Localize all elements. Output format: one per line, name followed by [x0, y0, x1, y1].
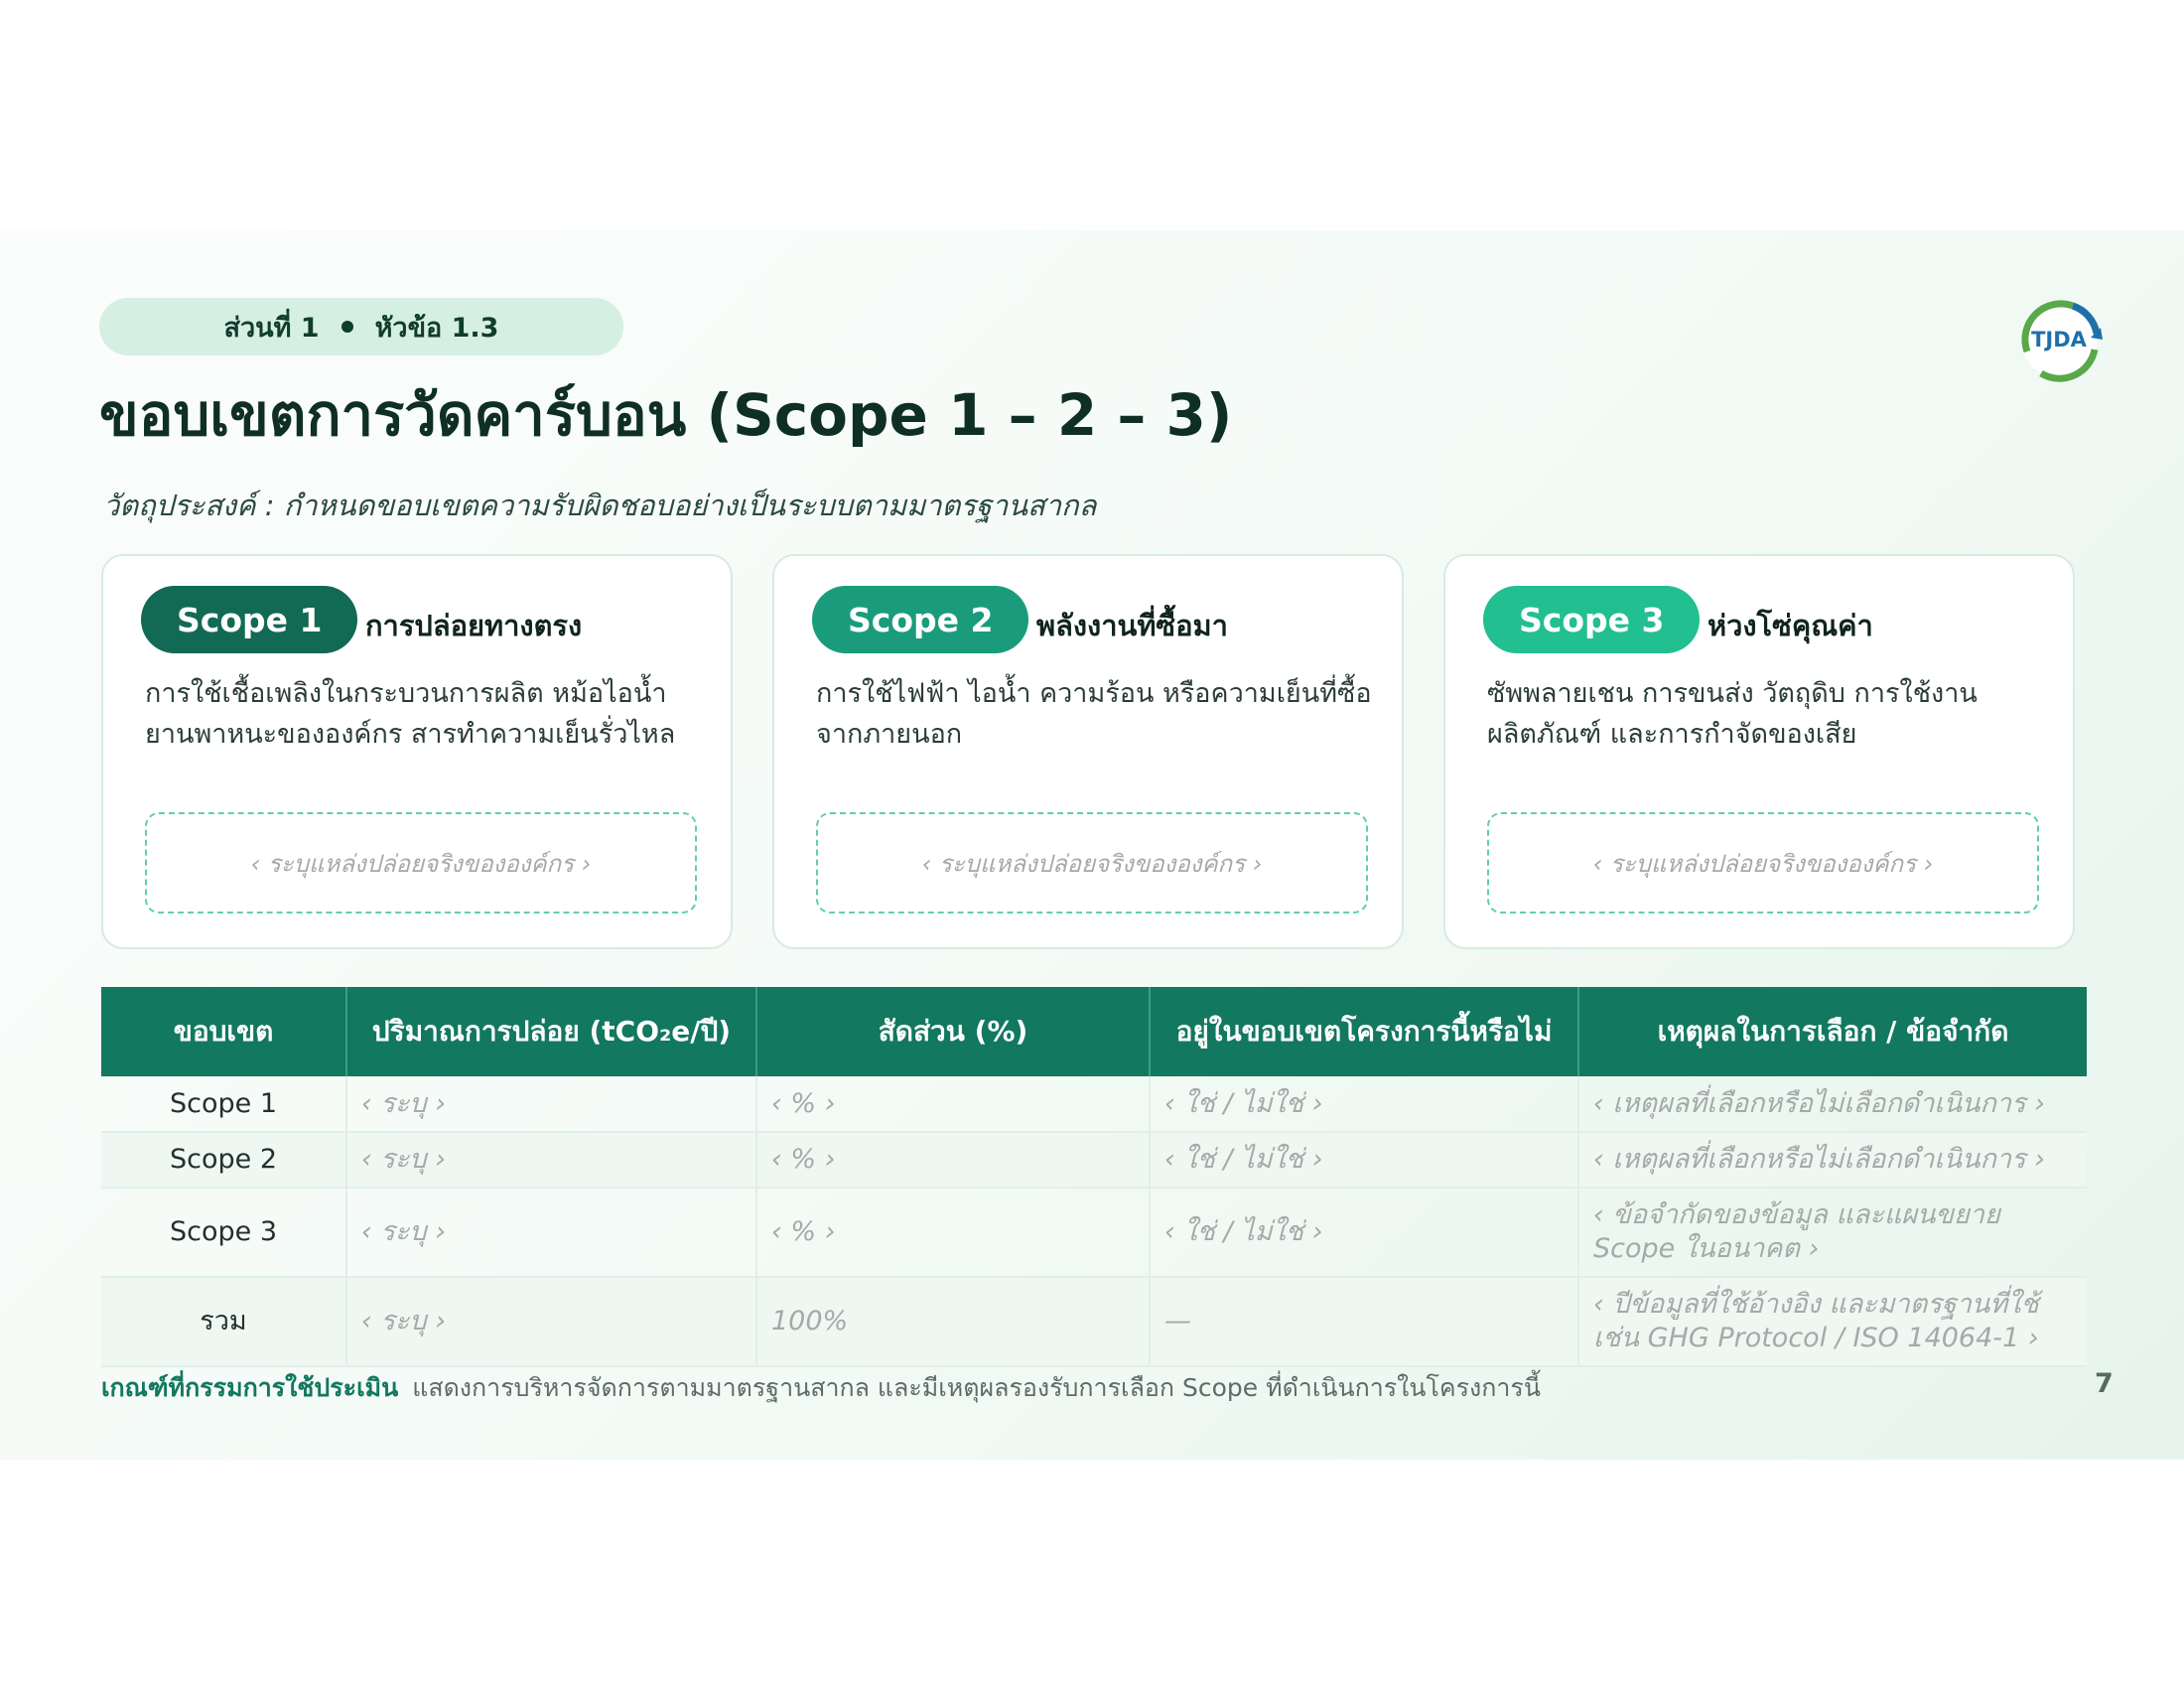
- share-cell[interactable]: ‹ % ›: [756, 1188, 1150, 1277]
- column-header-reason: เหตุผลในการเลือก / ข้อจำกัด: [1578, 987, 2087, 1076]
- table-row: [101, 1076, 2087, 1132]
- emissions-cell[interactable]: ‹ ระบุ ›: [346, 1076, 756, 1132]
- scope-table: [101, 987, 2087, 1367]
- scope-description: การใช้เชื้อเพลิงในกระบวนการผลิต หม้อไอน้ำ ยานพาหนะขององค์กร สารทำความเย็นรั่วไหล: [145, 678, 676, 750]
- emission-source-input[interactable]: ‹ ระบุแหล่งปล่อยจริงขององค์กร ›: [145, 812, 697, 914]
- emission-source-input[interactable]: ‹ ระบุแหล่งปล่อยจริงขององค์กร ›: [816, 812, 1368, 914]
- breadcrumb-topic: หัวข้อ 1.3: [374, 312, 499, 344]
- scope-badge: Scope 1: [141, 586, 357, 653]
- scope-description: ซัพพลายเชน การขนส่ง วัตถุดิบ การใช้งานผลิตภัณฑ์ และการกำจัดของเสีย: [1487, 678, 1978, 750]
- emissions-cell[interactable]: ‹ ระบุ ›: [346, 1188, 756, 1277]
- breadcrumb: [99, 298, 623, 355]
- total-label-cell: รวม: [101, 1277, 346, 1366]
- slide: [0, 230, 2184, 1460]
- emissions-cell[interactable]: ‹ ระบุ ›: [346, 1132, 756, 1188]
- criteria-text: แสดงการบริหารจัดการตามมาตรฐานสากล และมีเหตุผลรองรับการเลือก Scope ที่ดำเนินการในโครงการนี้: [412, 1373, 1541, 1402]
- bullet-dot-icon: [341, 321, 353, 333]
- scope-card-1: [101, 554, 733, 949]
- scope-cell: Scope 3: [101, 1188, 346, 1277]
- scope-badge: Scope 2: [812, 586, 1028, 653]
- evaluation-criteria-note: [101, 1368, 1541, 1408]
- scope-card-3: [1443, 554, 2075, 949]
- column-header-scope: ขอบเขต: [101, 987, 346, 1076]
- page-number: 7: [2095, 1368, 2114, 1399]
- scope-cell: Scope 2: [101, 1132, 346, 1188]
- scope-badge: Scope 3: [1483, 586, 1700, 653]
- criteria-label: เกณฑ์ที่กรรมการใช้ประเมิน: [101, 1373, 399, 1402]
- share-cell[interactable]: ‹ % ›: [756, 1076, 1150, 1132]
- table-header-row: [101, 987, 2087, 1076]
- table-row: [101, 1188, 2087, 1277]
- table-row-total: [101, 1277, 2087, 1366]
- scope-heading: การปล่อยทางตรง: [365, 609, 583, 642]
- breadcrumb-part: ส่วนที่ 1: [223, 312, 320, 344]
- scope-cell: Scope 1: [101, 1076, 346, 1132]
- scope-description: การใช้ไฟฟ้า ไอน้ำ ความร้อน หรือความเย็นที่ซื้อจากภายนอก: [816, 678, 1372, 750]
- reason-cell[interactable]: ‹ เหตุผลที่เลือกหรือไม่เลือกดำเนินการ ›: [1578, 1132, 2087, 1188]
- tjda-logo-icon: [2011, 290, 2111, 389]
- in-scope-cell[interactable]: ‹ ใช่ / ไม่ใช่ ›: [1150, 1188, 1578, 1277]
- emissions-cell[interactable]: ‹ ระบุ ›: [346, 1277, 756, 1366]
- share-cell: 100%: [756, 1277, 1150, 1366]
- column-header-emissions: ปริมาณการปล่อย (tCO₂e/ปี): [346, 987, 756, 1076]
- column-header-share: สัดส่วน (%): [756, 987, 1150, 1076]
- scope-card-2: [772, 554, 1404, 949]
- in-scope-cell[interactable]: ‹ ใช่ / ไม่ใช่ ›: [1150, 1132, 1578, 1188]
- in-scope-cell: —: [1150, 1277, 1578, 1366]
- scope-heading: พลังงานที่ซื้อมา: [1036, 609, 1228, 642]
- scope-heading: ห่วงโซ่คุณค่า: [1707, 609, 1873, 642]
- page-title: ขอบเขตการวัดคาร์บอน (Scope 1 – 2 – 3): [99, 381, 1233, 449]
- reason-cell[interactable]: ‹ เหตุผลที่เลือกหรือไม่เลือกดำเนินการ ›: [1578, 1076, 2087, 1132]
- emission-source-input[interactable]: ‹ ระบุแหล่งปล่อยจริงขององค์กร ›: [1487, 812, 2039, 914]
- in-scope-cell[interactable]: ‹ ใช่ / ไม่ใช่ ›: [1150, 1076, 1578, 1132]
- column-header-in-scope: อยู่ในขอบเขตโครงการนี้หรือไม่: [1150, 987, 1578, 1076]
- page-subtitle: วัตถุประสงค์ : กำหนดขอบเขตความรับผิดชอบอย่างเป็นระบบตามมาตรฐานสากล: [103, 489, 1097, 522]
- table-row: [101, 1132, 2087, 1188]
- reason-cell[interactable]: ‹ ปีข้อมูลที่ใช้อ้างอิง และมาตรฐานที่ใช้ เช่น GHG Protocol / ISO 14064-1 ›: [1578, 1277, 2087, 1366]
- share-cell[interactable]: ‹ % ›: [756, 1132, 1150, 1188]
- logo-text: TJDA: [2031, 328, 2087, 352]
- reason-cell[interactable]: ‹ ข้อจำกัดของข้อมูล และแผนขยาย Scope ในอนาคต ›: [1578, 1188, 2087, 1277]
